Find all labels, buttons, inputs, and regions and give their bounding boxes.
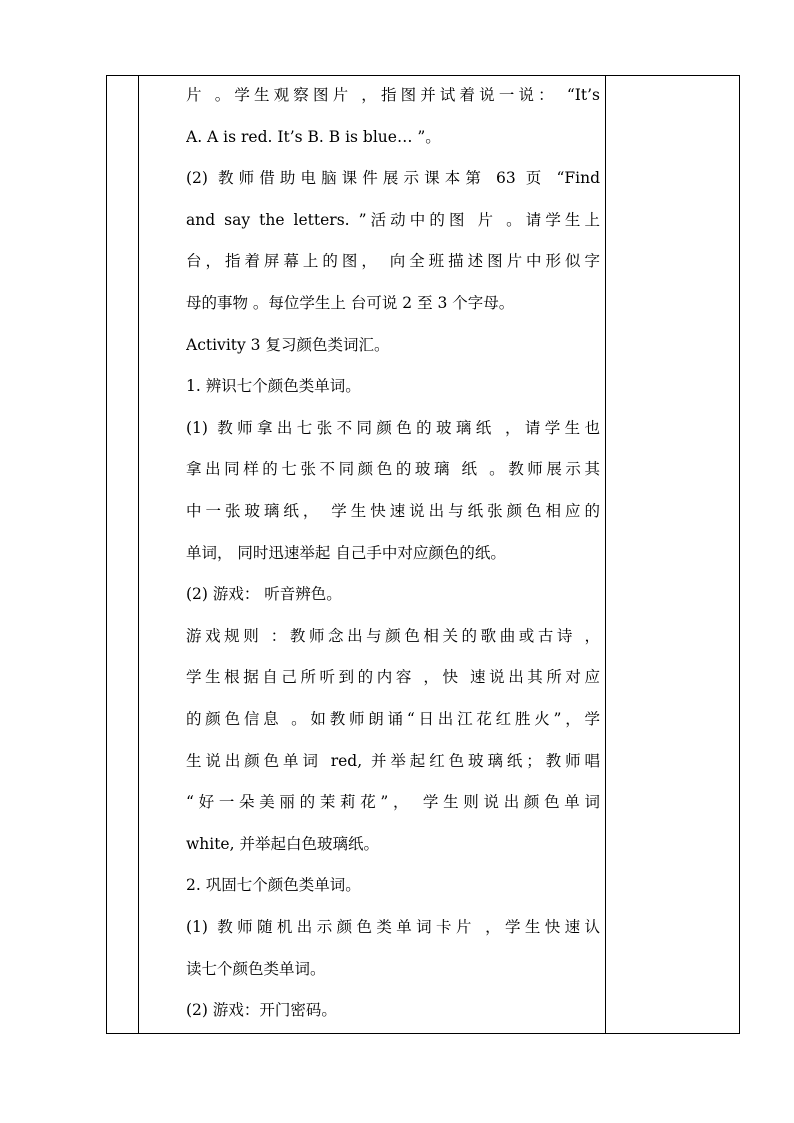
text-line: 中一张玻璃纸， 学生快速说出与纸张颜色相应的 — [186, 502, 600, 520]
text-line: (2) 游戏：开门密码。 — [186, 1001, 337, 1020]
text-line: white, 并举起白色玻璃纸。 — [186, 834, 379, 853]
column-divider-right — [605, 76, 606, 1033]
text-line: Activity 3 复习颜色类词汇。 — [186, 335, 390, 354]
text-line: 读七个颜色类单词。 — [186, 959, 326, 978]
text-line: 片 。学生观察图片 ，指图并试着说一说： “It’s — [186, 86, 600, 104]
text-line: 学生根据自己所听到的内容 ，快 速说出其所对应 — [186, 668, 600, 687]
text-line: 1. 辨识七个颜色类单词。 — [186, 377, 361, 396]
text-line: (1) 教师随机出示颜色类单词卡片 ，学生快速认 — [186, 918, 600, 936]
text-line: A. A is red. It’s B. B is blue… ”。 — [186, 127, 441, 146]
text-line: (2) 游戏： 听音辨色。 — [186, 585, 342, 604]
text-line: 的颜色信息 。如教师朗诵“日出江花红胜火”，学 — [186, 710, 600, 728]
text-line: 游戏规则 ：教师念出与颜色相关的歌曲或古诗 ， — [186, 626, 600, 645]
text-line: 2. 巩固七个颜色类单词。 — [186, 876, 361, 895]
text-line: 生说出颜色单词 red, 并举起红色玻璃纸；教师唱 — [186, 751, 600, 770]
text-line: “好一朵美丽的茉莉花”， 学生则说出颜色单词 — [186, 793, 600, 812]
text-line: 母的事物 。每位学生上 台可说 2 至 3 个字母。 — [186, 294, 515, 312]
text-line: 单词， 同时迅速举起 自己手中对应颜色的纸。 — [186, 543, 506, 562]
text-line: and say the letters. ”活动中的图 片 。请学生上 — [186, 210, 600, 229]
text-line: (1) 教师拿出七张不同颜色的玻璃纸 ，请学生也 — [186, 418, 600, 437]
text-line: (2) 教师借助电脑课件展示课本第 63 页 “Find — [186, 169, 600, 188]
text-line: 台，指着屏幕上的图， 向全班描述图片中形似字 — [186, 252, 600, 271]
text-line: 拿出同样的七张不同颜色的玻璃 纸 。教师展示其 — [186, 460, 600, 479]
column-divider-left — [138, 76, 139, 1033]
